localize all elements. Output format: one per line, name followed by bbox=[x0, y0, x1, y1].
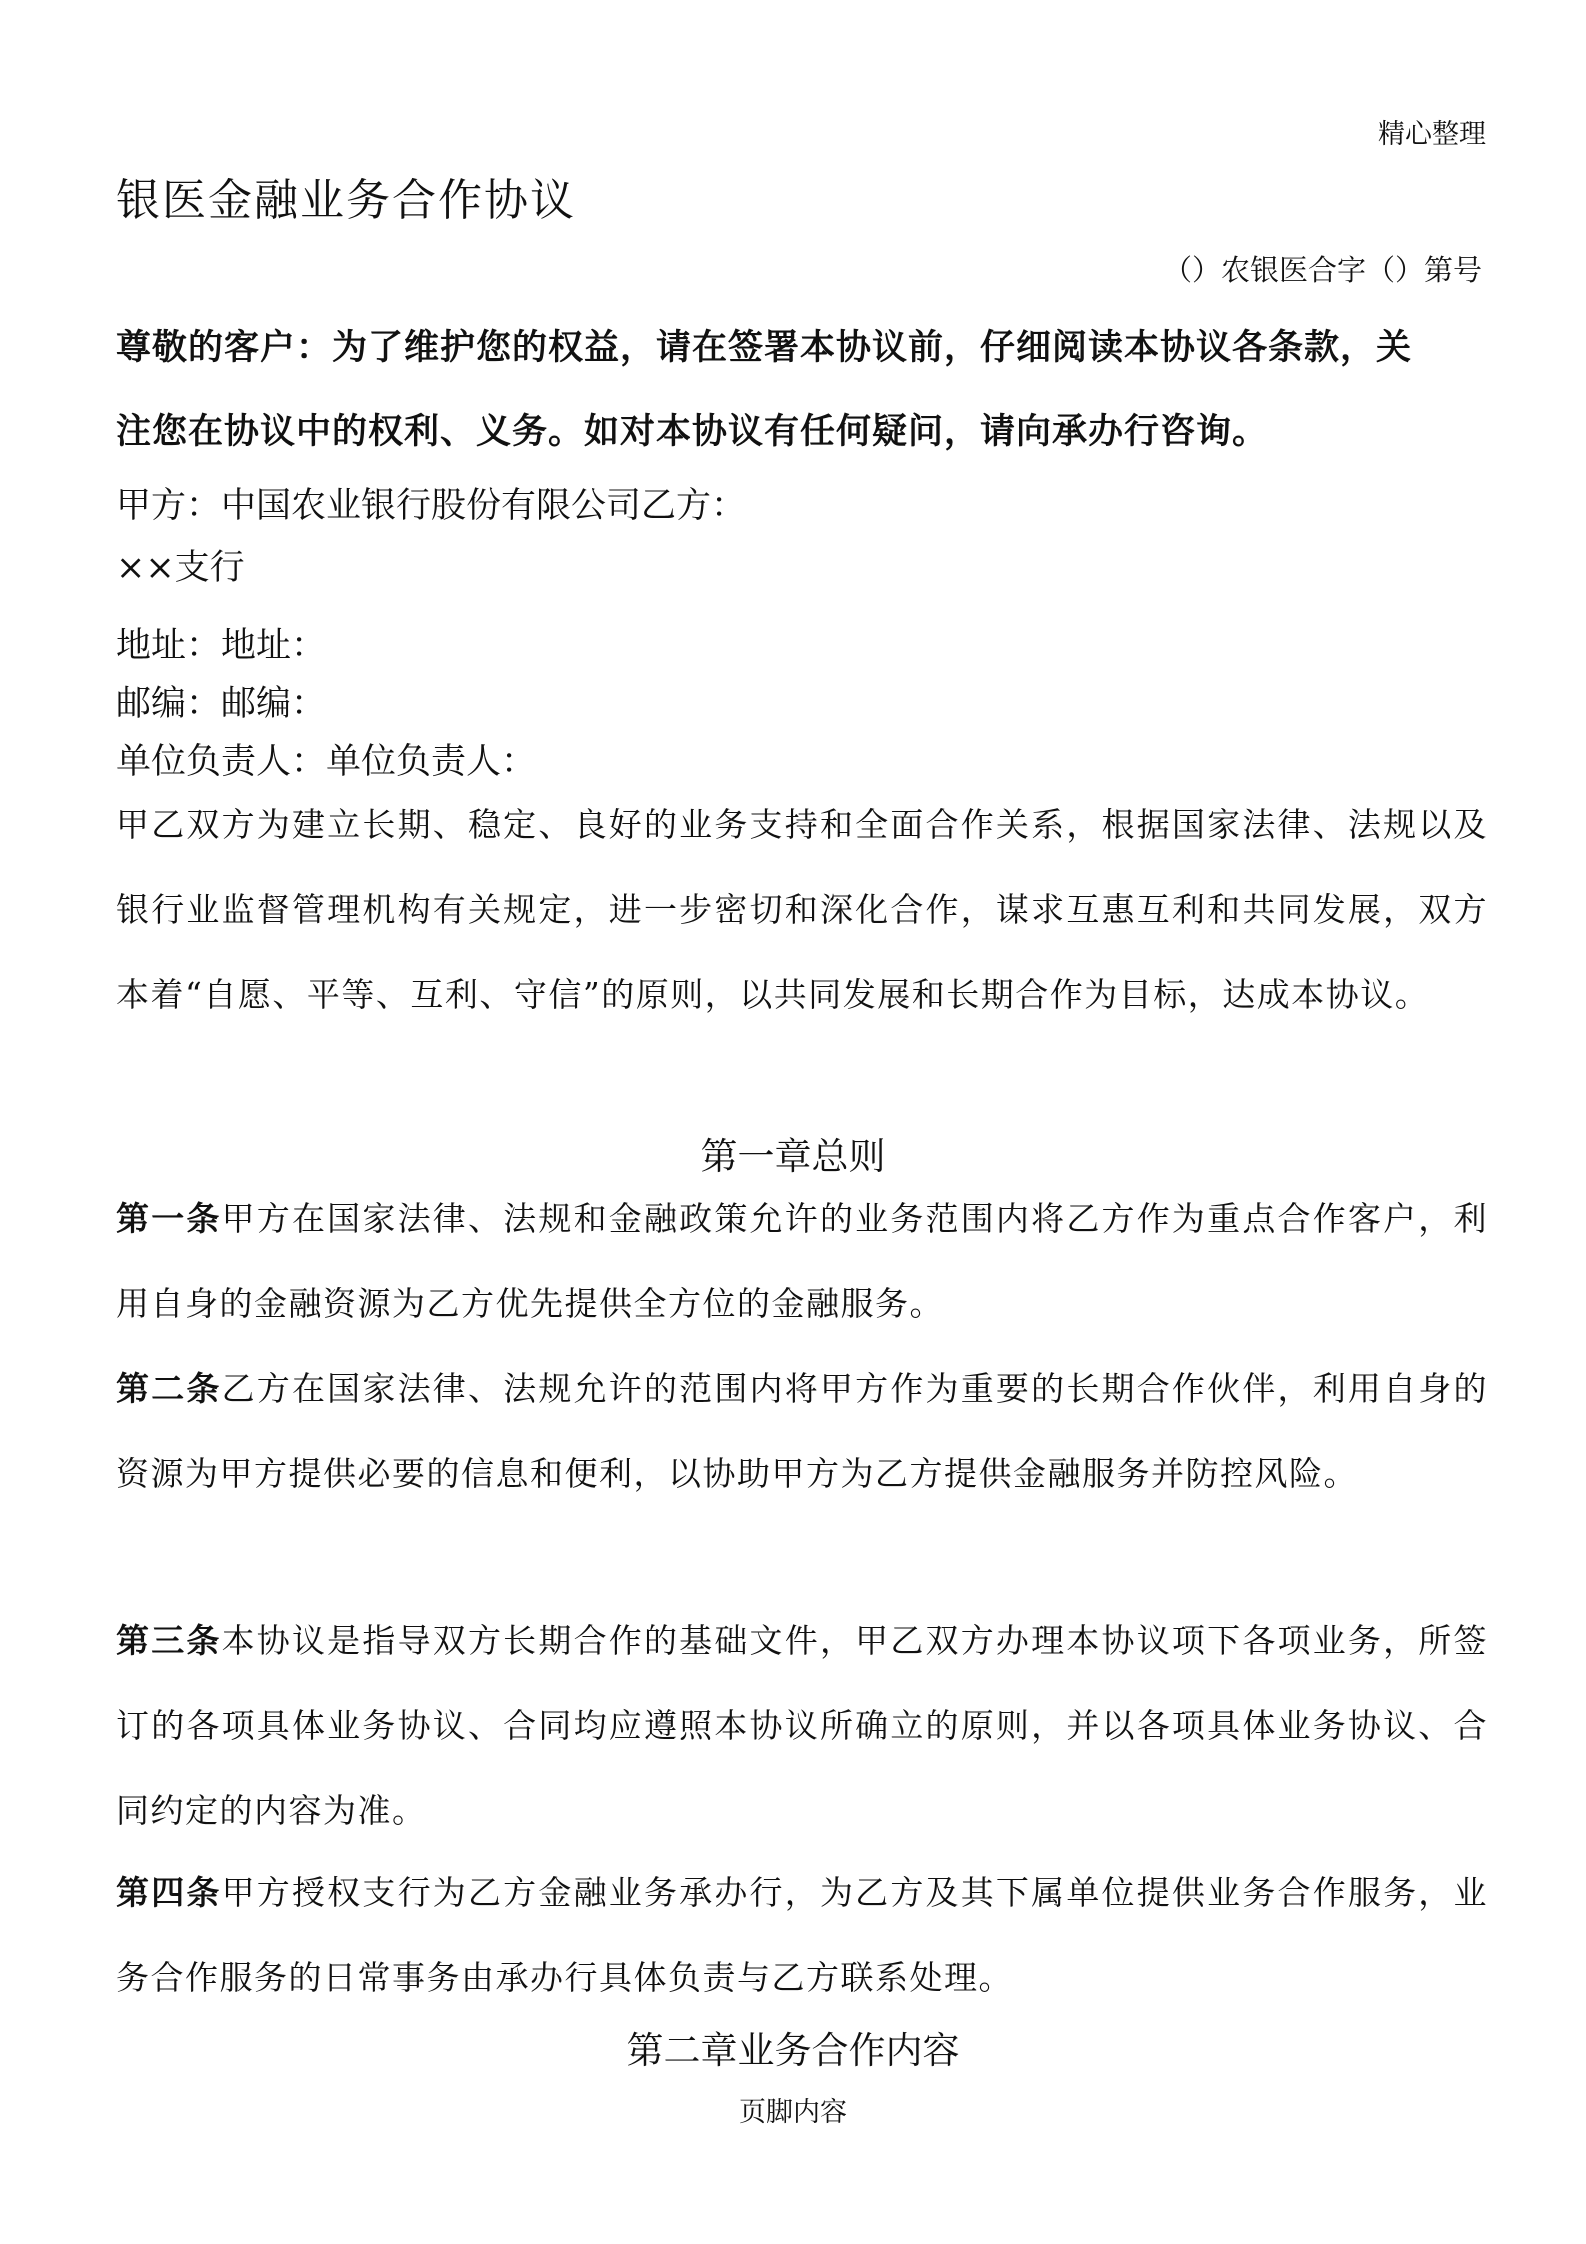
address-line: 地址：地址： bbox=[116, 626, 327, 666]
article-text: 甲方在国家法律、法规和金融政策允许的业务范围内将乙方作为重点合作客户，利用自身的金融资源为乙方优先提供全方位的金融服务。 bbox=[116, 1199, 1489, 1323]
document-number: （）农银医合字（）第号 bbox=[1162, 253, 1482, 287]
postcode-line: 邮编：邮编： bbox=[116, 684, 327, 724]
page-footer: 页脚内容 bbox=[739, 2097, 847, 2128]
customer-notice bbox=[116, 306, 1486, 474]
article-label: 第三条 bbox=[116, 1621, 222, 1660]
party-a-line: 甲方：中国农业银行股份有限公司乙方： bbox=[116, 486, 747, 526]
article-text: 乙方在国家法律、法规允许的范围内将甲方作为重要的长期合作伙伴，利用自身的资源为甲方提供必要的信息和便利，以协助甲方为乙方提供金融服务并防控风险。 bbox=[116, 1369, 1489, 1493]
document-title: 银医金融业务合作协议 bbox=[116, 175, 576, 226]
article-label: 第二条 bbox=[116, 1369, 222, 1408]
branch-line: ××支行 bbox=[116, 548, 245, 588]
article-2 bbox=[116, 1346, 1488, 1516]
article-label: 第四条 bbox=[116, 1873, 222, 1912]
header-note: 精心整理 bbox=[1378, 119, 1486, 150]
article-4 bbox=[116, 1850, 1488, 2020]
chapter-2-title: 第二章业务合作内容 bbox=[626, 2029, 960, 2072]
article-3 bbox=[116, 1598, 1488, 1853]
chapter-1-title: 第一章总则 bbox=[700, 1135, 886, 1178]
article-text: 本协议是指导双方长期合作的基础文件，甲乙双方办理本协议项下各项业务，所签订的各项具体业务协议、合同均应遵照本协议所确立的原则，并以各项具体业务协议、合同约定的内容为准。 bbox=[116, 1621, 1489, 1830]
article-label: 第一条 bbox=[116, 1199, 222, 1238]
article-1 bbox=[116, 1176, 1488, 1346]
article-text: 甲方授权支行为乙方金融业务承办行，为乙方及其下属单位提供业务合作服务，业务合作服务的日常事务由承办行具体负责与乙方联系处理。 bbox=[116, 1873, 1489, 1997]
notice-line-1: 尊敬的客户：为了维护您的权益，请在签署本协议前，仔细阅读本协议各条款，关 bbox=[116, 328, 1413, 368]
leader-line: 单位负责人：单位负责人： bbox=[116, 742, 537, 782]
preamble-paragraph: 甲乙双方为建立长期、稳定、良好的业务支持和全面合作关系，根据国家法律、法规以及银行业监督管理机构有关规定，进一步密切和深化合作，谋求互惠互利和共同发展，双方本着“自愿、平等、互利、守信”的原则，以共同发展和长期合作为目标，达成本协议。 bbox=[116, 805, 1488, 1014]
notice-line-2: 注您在协议中的权利、义务。如对本协议有任何疑问，请向承办行咨询。 bbox=[116, 412, 1269, 452]
